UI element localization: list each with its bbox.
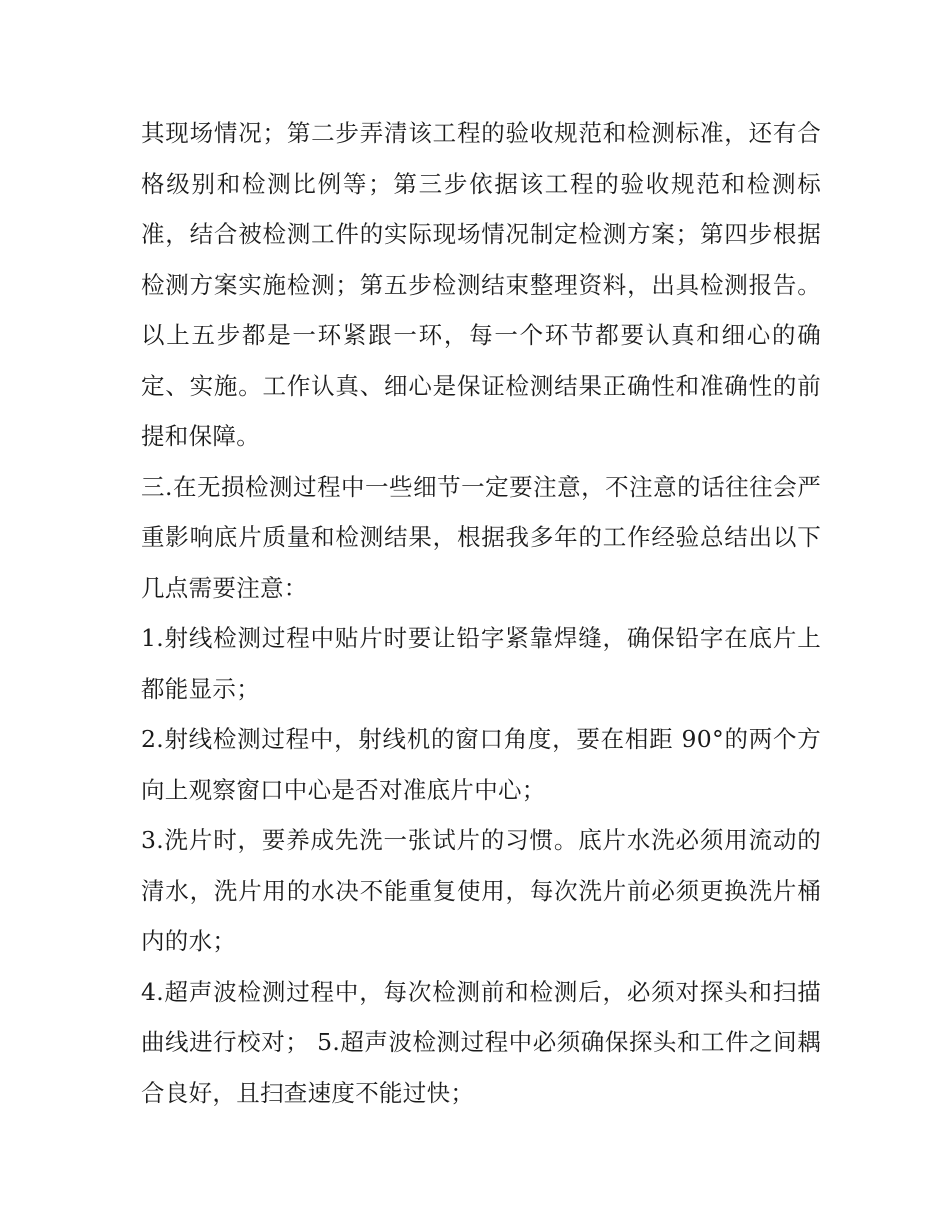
paragraph-point-3: 3.洗片时，要养成先洗一张试片的习惯。底片水洗必须用流动的清水，洗片用的水决不能重复使用，每次洗片前必须更换洗片桶内的水； — [141, 826, 821, 955]
document-body — [141, 108, 821, 1118]
paragraph-point-1: 1.射线检测过程中贴片时要让铅字紧靠焊缝，确保铅字在底片上都能显示； — [141, 624, 821, 703]
paragraph-section-three-heading: 三.在无损检测过程中一些细节一定要注意，不注意的话往往会严重影响底片质量和检测结果，根据我多年的工作经验总结出以下几点需要注意： — [141, 472, 821, 602]
paragraph-point-4-5: 4.超声波检测过程中，每次检测前和检测后，必须对探头和扫描曲线进行校对； 5.超声波检测过程中必须确保探头和工件之间耦合良好，且扫查速度不能过快； — [141, 977, 821, 1107]
paragraph-inspection-steps: 其现场情况；第二步弄清该工程的验收规范和检测标准，还有合格级别和检测比例等；第三步依据该工程的验收规范和检测标准，结合被检测工件的实际现场情况制定检测方案；第四步根据检测方案实施检测；第五步检测结束整理资料，出具检测报告。以上五步都是一环紧跟一环，每一个环节都要认真和细心的确定、实施。工作认真、细心是保证检测结果正确性和准确性的前提和保障。 — [141, 119, 821, 450]
paragraph-point-2: 2.射线检测过程中，射线机的窗口角度，要在相距 90°的两个方向上观察窗口中心是否对准底片中心； — [141, 725, 821, 804]
